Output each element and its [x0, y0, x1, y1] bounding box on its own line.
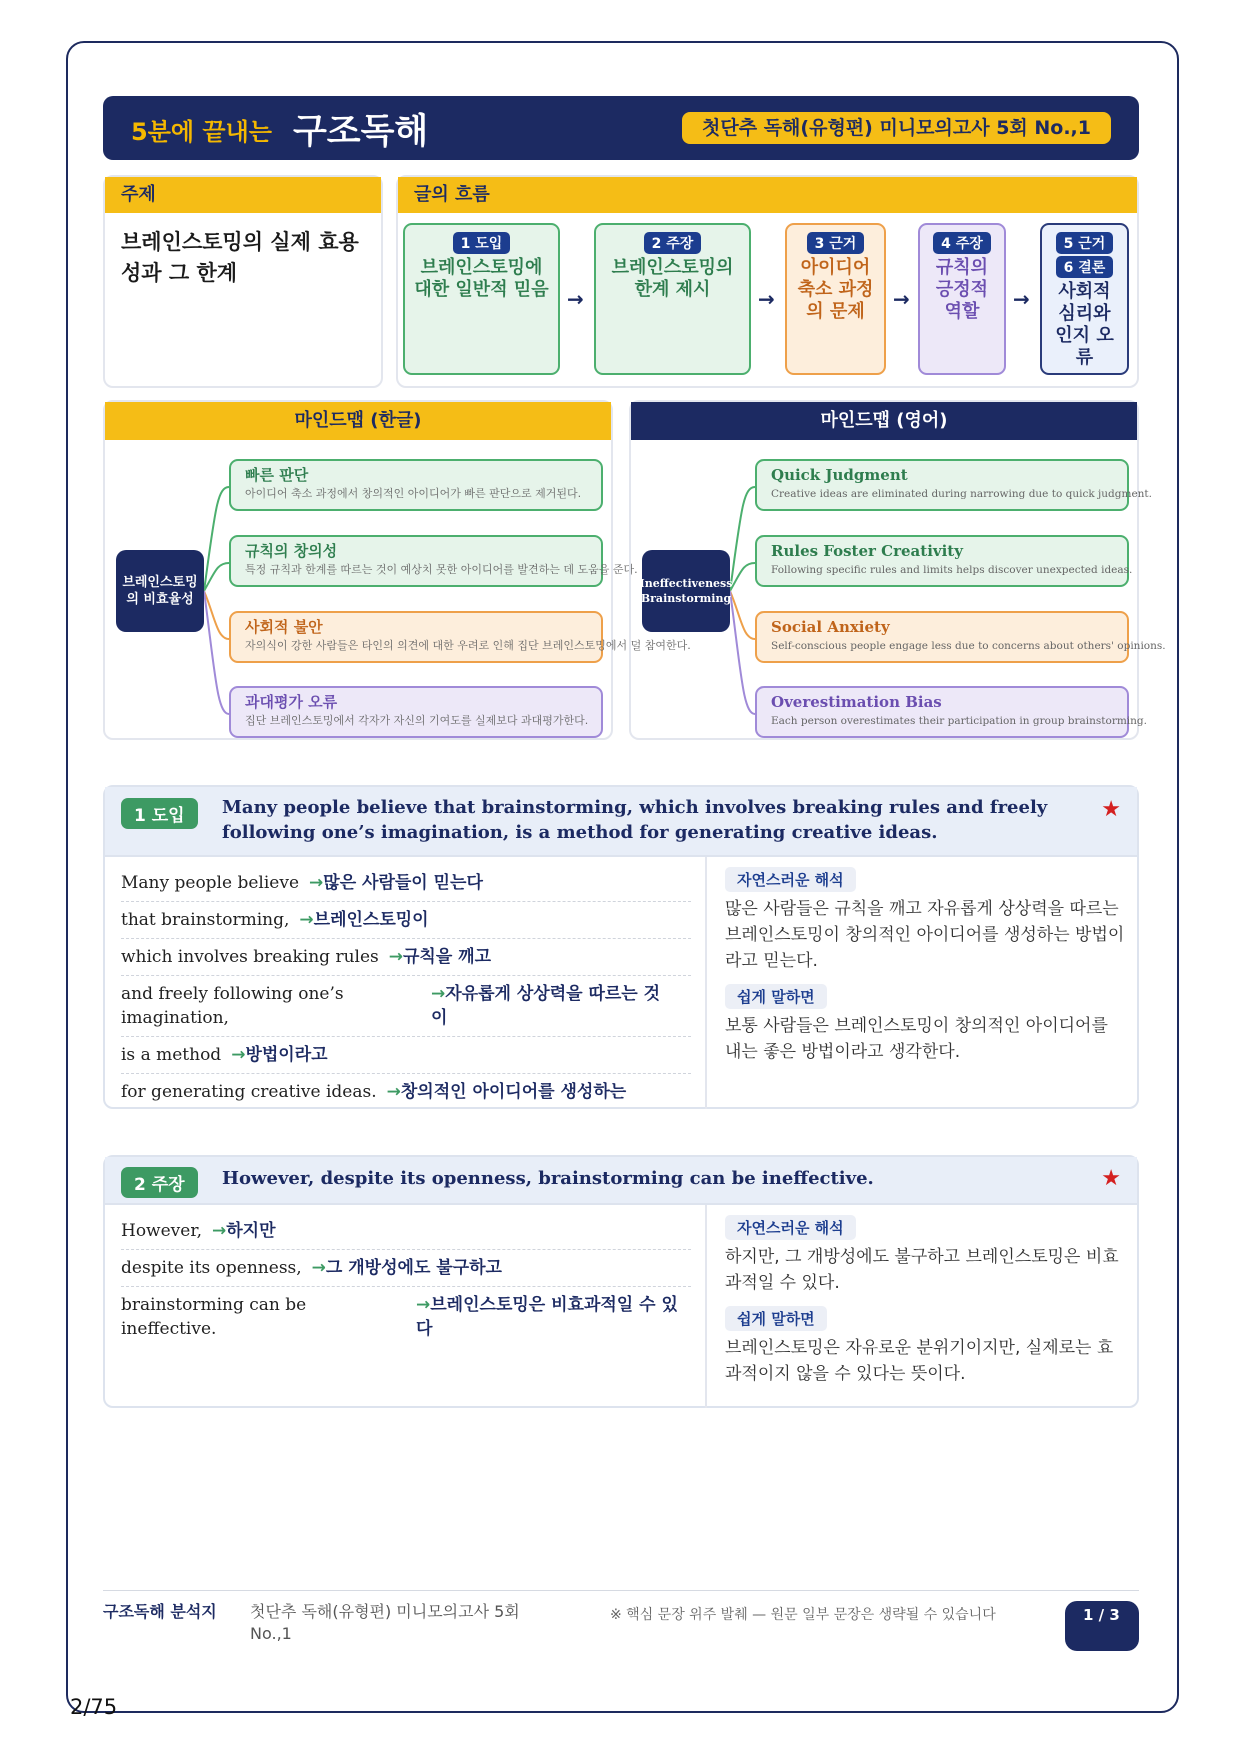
- section-divider: [705, 857, 707, 1109]
- node-title: 과대평가 오류: [245, 693, 338, 711]
- mindmap-node: [755, 535, 1133, 587]
- phrase-korean-text: 자유롭게 상상력을 따르는 것이: [431, 984, 661, 1028]
- section-header: [105, 787, 1137, 857]
- arrow-icon: →: [309, 873, 324, 893]
- phrase-korean-text: 방법이라고: [245, 1045, 328, 1065]
- source-pill: 첫단추 독해(유형편) 미니모의고사 5회 No.,1: [682, 112, 1111, 144]
- flow-step-4: [918, 223, 1006, 375]
- node-title: 규칙의 창의성: [245, 542, 338, 560]
- sentence-section-2: [103, 1155, 1139, 1408]
- flow-arrow: →: [893, 287, 910, 311]
- node-title: Rules Foster Creativity: [771, 542, 963, 560]
- node-title: Social Anxiety: [771, 618, 890, 636]
- step-text: 아이디어 축소 과정의 문제: [797, 257, 874, 322]
- section-badge: 1 도입: [121, 798, 198, 829]
- mindmap-center: 브레인스토밍의 비효율성: [116, 550, 204, 632]
- arrow-icon: →: [431, 984, 446, 1004]
- star-icon: ★: [1101, 1166, 1121, 1191]
- step-badge: 4 주장: [933, 232, 991, 254]
- section-sentence: Many people believe that brainstorming, which involves breaking rules and freely following one’s imagination, is a method for generating creative ideas.: [222, 797, 1048, 843]
- step-badge: 1 도입: [453, 232, 511, 254]
- phrase-korean-text: 많은 사람들이 믿는다: [323, 873, 483, 893]
- node-desc: Each person overestimates their participation in group brainstorming.: [771, 715, 1147, 727]
- phrase-row: [121, 976, 691, 1037]
- mindmap-center: Ineffectiveness Brainstorming: [642, 550, 730, 632]
- step-text: 브레인스토밍에 대한 일반적 믿음: [414, 257, 549, 300]
- arrow-icon: →: [416, 1295, 431, 1315]
- node-title: 사회적 불안: [245, 618, 323, 636]
- page-counter: 2/75: [70, 1695, 118, 1719]
- node-desc: Following specific rules and limits helps discover unexpected ideas.: [771, 564, 1133, 576]
- arrow-icon: →: [212, 1221, 227, 1241]
- interpretation-panel: [725, 1215, 1125, 1397]
- sentence-section-1: [103, 785, 1139, 1109]
- phrase-row: [121, 1287, 691, 1347]
- node-title: Overestimation Bias: [771, 693, 942, 711]
- mindmap-node: [229, 611, 691, 663]
- footer-divider: [103, 1590, 1139, 1591]
- phrase-row: [121, 1213, 691, 1250]
- phrase-english: despite its openness,: [121, 1258, 302, 1278]
- phrase-list: [121, 865, 691, 1110]
- natural-translation: 많은 사람들은 규칙을 깨고 자유롭게 상상력을 따르는 브레인스토밍이 창의적인 아이디어를 생성하는 방법이라고 믿는다.: [725, 899, 1125, 971]
- connector: [730, 487, 755, 591]
- phrase-english: Many people believe: [121, 873, 300, 893]
- phrase-english: for generating creative ideas.: [121, 1082, 377, 1102]
- flow-label: 글의 흐름: [398, 177, 1137, 213]
- node-desc: 아이디어 축소 과정에서 창의적인 아이디어가 빠른 판단으로 제거된다.: [245, 487, 582, 500]
- node-desc: 자의식이 강한 사람들은 타인의 의견에 대한 우려로 인해 집단 브레인스토밍에서 덜 참여한다.: [245, 639, 691, 652]
- node-title: Quick Judgment: [771, 466, 908, 484]
- brand-title: 구조독해: [293, 112, 429, 152]
- phrase-row: [121, 1250, 691, 1287]
- flow-box: [396, 175, 1139, 388]
- natural-label: 자연스러운 해석: [725, 1215, 856, 1240]
- arrow-icon: →: [231, 1045, 246, 1065]
- topic-label: 주제: [105, 177, 381, 213]
- flow-step-2: [594, 223, 751, 375]
- page-header: [103, 96, 1139, 160]
- section-body: [105, 857, 1137, 1109]
- section-body: [105, 1205, 1137, 1408]
- mindmap-node: [755, 459, 1152, 511]
- mindmap-title: 마인드맵 (영어): [631, 402, 1137, 440]
- step-badge-2: 6 결론: [1056, 256, 1114, 278]
- easy-label: 쉽게 말하면: [725, 984, 827, 1009]
- section-badge: 2 주장: [121, 1167, 198, 1198]
- phrase-row: [121, 1037, 691, 1074]
- phrase-korean: [231, 1045, 327, 1065]
- arrow-icon: →: [386, 1082, 401, 1102]
- interpretation-panel: [725, 867, 1125, 1075]
- natural-label: 자연스러운 해석: [725, 867, 856, 892]
- phrase-korean: [309, 873, 483, 893]
- footer-note: ※ 핵심 문장 위주 발췌 — 원문 일부 문장은 생략될 수 있습니다: [610, 1607, 996, 1623]
- flow-arrow: →: [758, 287, 775, 311]
- flow-step-1: [403, 223, 560, 375]
- mindmap-node: [229, 459, 603, 511]
- phrase-english: brainstorming can be ineffective.: [121, 1295, 307, 1339]
- phrase-korean-text: 브레인스토밍은 비효과적일 수 있다: [416, 1295, 678, 1339]
- phrase-korean: [212, 1221, 276, 1241]
- section-sentence: However, despite its openness, brainstorming can be ineffective.: [222, 1168, 874, 1189]
- footer-source: 첫단추 독해(유형편) 미니모의고사 5회 No.,1: [250, 1602, 520, 1643]
- mindmap-node: [229, 535, 638, 587]
- connector: [730, 591, 755, 714]
- step-text: 규칙의 긍정적 역할: [935, 257, 989, 322]
- phrase-korean: [312, 1258, 502, 1278]
- phrase-english: which involves breaking rules: [121, 947, 379, 967]
- phrase-korean-text: 하지만: [226, 1221, 276, 1241]
- step-badge: 2 주장: [644, 232, 702, 254]
- mindmap-node: [755, 686, 1147, 738]
- step-badge: 5 근거: [1056, 232, 1114, 254]
- phrase-korean-text: 그 개방성에도 불구하고: [325, 1258, 502, 1278]
- footer-page-number: 1 / 3: [1065, 1601, 1139, 1651]
- mindmap-node: [755, 611, 1166, 663]
- phrase-english: and freely following one’s imagination,: [121, 984, 344, 1028]
- phrase-list: [121, 1213, 691, 1347]
- step-badge: 3 근거: [807, 232, 865, 254]
- phrase-korean: [431, 982, 671, 1030]
- phrase-row: [121, 865, 691, 902]
- flow-arrow: →: [567, 287, 584, 311]
- phrase-row: [121, 1074, 691, 1110]
- easy-explanation: 브레인스토밍은 자유로운 분위기이지만, 실제로는 효과적이지 않을 수 있다는 뜻이다.: [725, 1338, 1114, 1384]
- natural-translation: 하지만, 그 개방성에도 불구하고 브레인스토밍은 비효과적일 수 있다.: [725, 1247, 1119, 1293]
- easy-label: 쉽게 말하면: [725, 1306, 827, 1331]
- node-title: 빠른 판단: [245, 466, 309, 484]
- section-header: [105, 1157, 1137, 1205]
- flow-arrow: →: [1013, 287, 1030, 311]
- footer-title: 구조독해 분석지: [103, 1602, 217, 1621]
- phrase-korean: [299, 910, 428, 930]
- phrase-korean: [387, 1082, 627, 1102]
- mindmap-title: 마인드맵 (한글): [105, 402, 611, 440]
- easy-explanation: 보통 사람들은 브레인스토밍이 창의적인 아이디어를 내는 좋은 방법이라고 생각한다.: [725, 1016, 1108, 1062]
- arrow-icon: →: [311, 1258, 326, 1278]
- node-desc: 특정 규칙과 한계를 따르는 것이 예상치 못한 아이디어를 발견하는 데 도움을 준다.: [245, 563, 638, 576]
- topic-text: 브레인스토밍의 실제 효용 성과 그 한계: [121, 230, 359, 285]
- section-divider: [705, 1205, 707, 1408]
- connector: [204, 591, 229, 714]
- phrase-row: [121, 902, 691, 939]
- flow-step-5: [1040, 223, 1129, 375]
- flow-step-3: [785, 223, 886, 375]
- phrase-korean-text: 브레인스토밍이: [313, 910, 429, 930]
- mindmap-node: [229, 686, 603, 738]
- arrow-icon: →: [299, 910, 314, 930]
- phrase-korean: [389, 947, 491, 967]
- phrase-english: is a method: [121, 1045, 222, 1065]
- phrase-row: [121, 939, 691, 976]
- star-icon: ★: [1101, 797, 1121, 822]
- node-desc: 집단 브레인스토밍에서 각자가 자신의 기여도를 실제보다 과대평가한다.: [245, 714, 589, 727]
- phrase-korean-text: 창의적인 아이디어를 생성하는: [400, 1082, 627, 1102]
- step-text: 브레인스토밍의 한계 제시: [611, 257, 734, 300]
- topic-box: [103, 175, 383, 388]
- connector: [204, 487, 229, 591]
- brand-subtitle: 5분에 끝내는: [131, 118, 272, 146]
- phrase-english: that brainstorming,: [121, 910, 290, 930]
- node-desc: Creative ideas are eliminated during narrowing due to quick judgment.: [771, 488, 1152, 500]
- node-desc: Self-conscious people engage less due to concerns about others' opinions.: [771, 640, 1166, 652]
- phrase-korean-text: 규칙을 깨고: [403, 947, 492, 967]
- phrase-korean: [416, 1293, 681, 1341]
- step-text: 사회적 심리와 인지 오류: [1055, 281, 1114, 368]
- mindmap-english: [629, 400, 1166, 740]
- phrase-english: However,: [121, 1221, 202, 1241]
- arrow-icon: →: [388, 947, 403, 967]
